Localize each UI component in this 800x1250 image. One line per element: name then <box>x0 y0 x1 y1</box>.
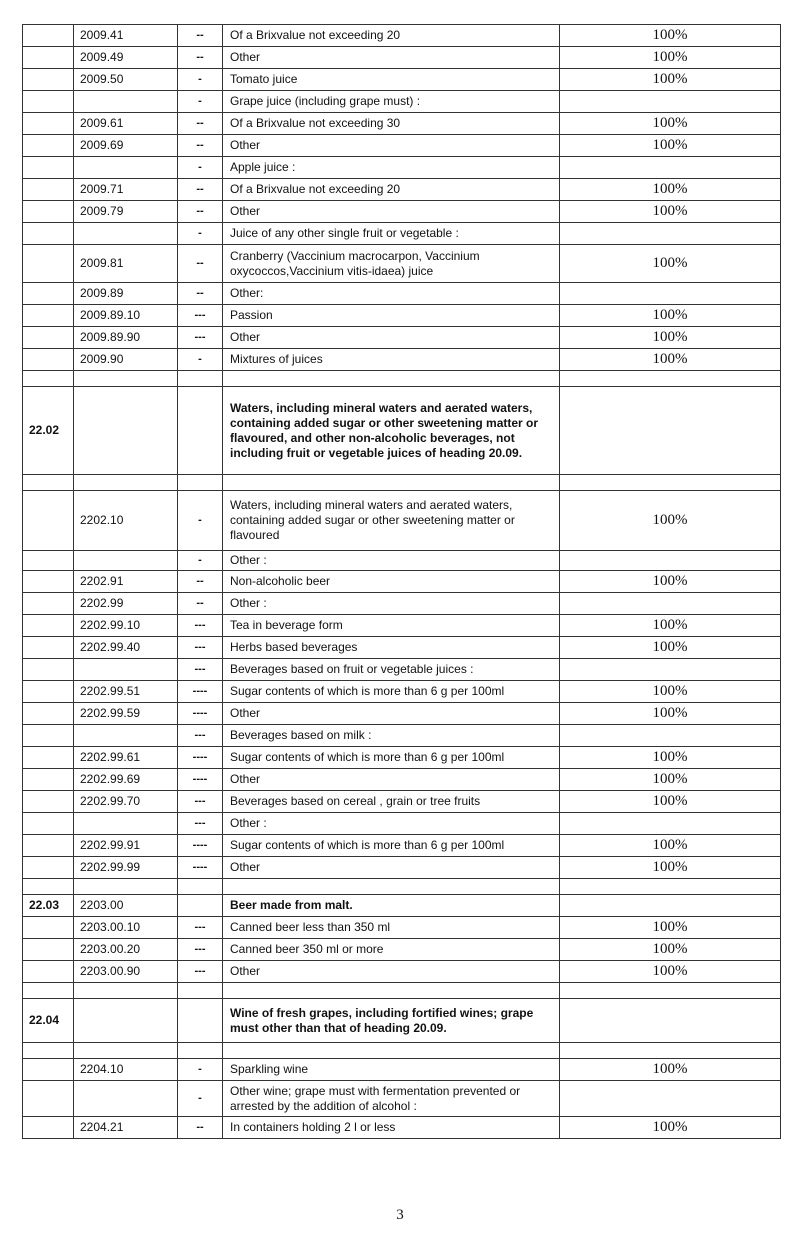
heading-number-cell <box>23 681 74 703</box>
item-description-cell: Sugar contents of which is more than 6 g per 100ml <box>223 747 560 769</box>
table-row <box>23 1081 781 1117</box>
table-row <box>23 895 781 917</box>
item-description-cell: Herbs based beverages <box>223 637 560 659</box>
table-row <box>23 491 781 551</box>
item-description-cell: Tea in beverage form <box>223 615 560 637</box>
item-description-cell: Other: <box>223 283 560 305</box>
duty-rate-cell: 100% <box>560 961 781 983</box>
hs-code-cell: 2203.00 <box>74 895 178 917</box>
duty-rate-cell <box>560 387 781 475</box>
duty-rate-cell: 100% <box>560 681 781 703</box>
table-row <box>23 305 781 327</box>
hs-code-cell <box>74 879 178 895</box>
table-row <box>23 571 781 593</box>
duty-rate-cell <box>560 371 781 387</box>
table-row <box>23 659 781 681</box>
table-row <box>23 637 781 659</box>
table-row <box>23 69 781 91</box>
heading-number-cell <box>23 113 74 135</box>
hs-code-cell: 2202.99.40 <box>74 637 178 659</box>
table-row <box>23 1059 781 1081</box>
hs-code-cell: 2009.50 <box>74 69 178 91</box>
duty-rate-cell: 100% <box>560 245 781 283</box>
item-description-cell: Mixtures of juices <box>223 349 560 371</box>
table-row <box>23 747 781 769</box>
indent-dashes-cell <box>178 387 223 475</box>
hs-code-cell <box>74 157 178 179</box>
table-row <box>23 47 781 69</box>
indent-dashes-cell: - <box>178 157 223 179</box>
duty-rate-cell: 100% <box>560 201 781 223</box>
heading-number-cell: 22.04 <box>23 999 74 1043</box>
duty-rate-cell: 100% <box>560 835 781 857</box>
table-row <box>23 135 781 157</box>
table-row <box>23 813 781 835</box>
heading-number-cell <box>23 659 74 681</box>
heading-number-cell: 22.03 <box>23 895 74 917</box>
item-description-cell: Juice of any other single fruit or vegetable : <box>223 223 560 245</box>
item-description-cell <box>223 879 560 895</box>
duty-rate-cell <box>560 157 781 179</box>
tariff-table <box>22 24 781 1139</box>
duty-rate-cell <box>560 895 781 917</box>
item-description-cell: Other : <box>223 593 560 615</box>
indent-dashes-cell: -- <box>178 245 223 283</box>
indent-dashes-cell: - <box>178 491 223 551</box>
indent-dashes-cell: -- <box>178 571 223 593</box>
item-description-cell: Tomato juice <box>223 69 560 91</box>
hs-code-cell: 2009.61 <box>74 113 178 135</box>
table-row <box>23 551 781 571</box>
table-row <box>23 769 781 791</box>
duty-rate-cell <box>560 551 781 571</box>
indent-dashes-cell: ---- <box>178 857 223 879</box>
duty-rate-cell <box>560 659 781 681</box>
indent-dashes-cell <box>178 983 223 999</box>
indent-dashes-cell: --- <box>178 659 223 681</box>
duty-rate-cell <box>560 983 781 999</box>
hs-code-cell <box>74 387 178 475</box>
item-description-cell: Other <box>223 769 560 791</box>
indent-dashes-cell: --- <box>178 939 223 961</box>
table-row <box>23 1117 781 1139</box>
heading-number-cell <box>23 813 74 835</box>
heading-number-cell <box>23 135 74 157</box>
table-row <box>23 961 781 983</box>
item-description-cell <box>223 475 560 491</box>
indent-dashes-cell: -- <box>178 1117 223 1139</box>
duty-rate-cell <box>560 999 781 1043</box>
heading-number-cell <box>23 615 74 637</box>
duty-rate-cell: 100% <box>560 47 781 69</box>
table-row <box>23 387 781 475</box>
heading-number-cell <box>23 157 74 179</box>
table-row <box>23 201 781 223</box>
item-description-cell: Canned beer 350 ml or more <box>223 939 560 961</box>
hs-code-cell <box>74 983 178 999</box>
spacer-row <box>23 983 781 999</box>
hs-code-cell: 2009.89 <box>74 283 178 305</box>
item-description-cell: Other <box>223 47 560 69</box>
duty-rate-cell <box>560 879 781 895</box>
duty-rate-cell: 100% <box>560 135 781 157</box>
duty-rate-cell <box>560 1043 781 1059</box>
indent-dashes-cell <box>178 879 223 895</box>
heading-number-cell <box>23 371 74 387</box>
indent-dashes-cell: --- <box>178 637 223 659</box>
indent-dashes-cell: --- <box>178 813 223 835</box>
indent-dashes-cell: --- <box>178 791 223 813</box>
item-description-cell <box>223 371 560 387</box>
duty-rate-cell <box>560 223 781 245</box>
table-row <box>23 157 781 179</box>
item-description-cell: Other <box>223 201 560 223</box>
item-description-cell: Wine of fresh grapes, including fortified wines; grape must other than that of heading 20.09. <box>223 999 560 1043</box>
item-description-cell: Apple juice : <box>223 157 560 179</box>
hs-code-cell <box>74 371 178 387</box>
spacer-row <box>23 1043 781 1059</box>
heading-number-cell <box>23 305 74 327</box>
table-row <box>23 327 781 349</box>
hs-code-cell: 2202.99.69 <box>74 769 178 791</box>
heading-number-cell <box>23 25 74 47</box>
hs-code-cell: 2202.99.61 <box>74 747 178 769</box>
indent-dashes-cell: - <box>178 349 223 371</box>
indent-dashes-cell: --- <box>178 615 223 637</box>
duty-rate-cell: 100% <box>560 615 781 637</box>
table-row <box>23 223 781 245</box>
table-row <box>23 681 781 703</box>
hs-code-cell: 2202.99.10 <box>74 615 178 637</box>
table-row <box>23 593 781 615</box>
duty-rate-cell <box>560 593 781 615</box>
indent-dashes-cell: - <box>178 551 223 571</box>
table-row <box>23 917 781 939</box>
hs-code-cell: 2204.21 <box>74 1117 178 1139</box>
table-row <box>23 91 781 113</box>
heading-number-cell <box>23 69 74 91</box>
table-row <box>23 349 781 371</box>
table-row <box>23 939 781 961</box>
indent-dashes-cell: - <box>178 91 223 113</box>
duty-rate-cell <box>560 91 781 113</box>
heading-number-cell <box>23 179 74 201</box>
item-description-cell: Grape juice (including grape must) : <box>223 91 560 113</box>
hs-code-cell: 2203.00.20 <box>74 939 178 961</box>
hs-code-cell: 2202.99.51 <box>74 681 178 703</box>
heading-number-cell: 22.02 <box>23 387 74 475</box>
hs-code-cell <box>74 659 178 681</box>
indent-dashes-cell: - <box>178 1081 223 1117</box>
heading-number-cell <box>23 551 74 571</box>
indent-dashes-cell: - <box>178 1059 223 1081</box>
hs-code-cell: 2009.49 <box>74 47 178 69</box>
hs-code-cell: 2203.00.90 <box>74 961 178 983</box>
item-description-cell: Of a Brixvalue not exceeding 30 <box>223 113 560 135</box>
item-description-cell: Of a Brixvalue not exceeding 20 <box>223 25 560 47</box>
indent-dashes-cell: -- <box>178 201 223 223</box>
table-row <box>23 113 781 135</box>
hs-code-cell: 2009.89.10 <box>74 305 178 327</box>
item-description-cell: Other wine; grape must with fermentation prevented or arrested by the addition of alcohol : <box>223 1081 560 1117</box>
item-description-cell: Sugar contents of which is more than 6 g per 100ml <box>223 681 560 703</box>
table-row <box>23 703 781 725</box>
indent-dashes-cell: ---- <box>178 681 223 703</box>
duty-rate-cell: 100% <box>560 917 781 939</box>
hs-code-cell <box>74 551 178 571</box>
indent-dashes-cell: -- <box>178 593 223 615</box>
indent-dashes-cell <box>178 895 223 917</box>
spacer-row <box>23 371 781 387</box>
heading-number-cell <box>23 1059 74 1081</box>
hs-code-cell: 2009.90 <box>74 349 178 371</box>
hs-code-cell: 2202.99.70 <box>74 791 178 813</box>
indent-dashes-cell: ---- <box>178 703 223 725</box>
indent-dashes-cell: - <box>178 69 223 91</box>
table-row <box>23 615 781 637</box>
table-row <box>23 791 781 813</box>
table-row <box>23 25 781 47</box>
duty-rate-cell: 100% <box>560 637 781 659</box>
indent-dashes-cell: - <box>178 223 223 245</box>
heading-number-cell <box>23 857 74 879</box>
duty-rate-cell: 100% <box>560 69 781 91</box>
hs-code-cell: 2009.79 <box>74 201 178 223</box>
duty-rate-cell <box>560 725 781 747</box>
hs-code-cell: 2009.81 <box>74 245 178 283</box>
table-row <box>23 857 781 879</box>
duty-rate-cell: 100% <box>560 703 781 725</box>
heading-number-cell <box>23 327 74 349</box>
duty-rate-cell: 100% <box>560 305 781 327</box>
table-row <box>23 179 781 201</box>
indent-dashes-cell: --- <box>178 305 223 327</box>
hs-code-cell: 2009.41 <box>74 25 178 47</box>
duty-rate-cell <box>560 475 781 491</box>
indent-dashes-cell: -- <box>178 179 223 201</box>
indent-dashes-cell: --- <box>178 961 223 983</box>
item-description-cell: Sugar contents of which is more than 6 g per 100ml <box>223 835 560 857</box>
indent-dashes-cell: -- <box>178 135 223 157</box>
item-description-cell: Passion <box>223 305 560 327</box>
indent-dashes-cell: -- <box>178 283 223 305</box>
heading-number-cell <box>23 91 74 113</box>
hs-code-cell: 2202.99.99 <box>74 857 178 879</box>
indent-dashes-cell: -- <box>178 47 223 69</box>
duty-rate-cell: 100% <box>560 791 781 813</box>
duty-rate-cell: 100% <box>560 747 781 769</box>
item-description-cell: Other : <box>223 813 560 835</box>
heading-number-cell <box>23 475 74 491</box>
table-row <box>23 245 781 283</box>
duty-rate-cell: 100% <box>560 25 781 47</box>
item-description-cell: Beer made from malt. <box>223 895 560 917</box>
item-description-cell: Other <box>223 857 560 879</box>
indent-dashes-cell: -- <box>178 113 223 135</box>
heading-number-cell <box>23 283 74 305</box>
table-row <box>23 999 781 1043</box>
heading-number-cell <box>23 245 74 283</box>
item-description-cell: Other <box>223 327 560 349</box>
duty-rate-cell <box>560 1081 781 1117</box>
indent-dashes-cell: ---- <box>178 835 223 857</box>
indent-dashes-cell: ---- <box>178 769 223 791</box>
heading-number-cell <box>23 939 74 961</box>
hs-code-cell: 2202.99.59 <box>74 703 178 725</box>
table-row <box>23 725 781 747</box>
hs-code-cell: 2202.91 <box>74 571 178 593</box>
duty-rate-cell: 100% <box>560 327 781 349</box>
item-description-cell: Waters, including mineral waters and aerated waters, containing added sugar or other sweetening matter or flavoured, and other non-alcoholic beverages, not including fruit or vegetable juices of heading 20.09. <box>223 387 560 475</box>
hs-code-cell: 2202.99.91 <box>74 835 178 857</box>
duty-rate-cell: 100% <box>560 857 781 879</box>
heading-number-cell <box>23 593 74 615</box>
duty-rate-cell: 100% <box>560 113 781 135</box>
item-description-cell: Canned beer less than 350 ml <box>223 917 560 939</box>
indent-dashes-cell: --- <box>178 327 223 349</box>
duty-rate-cell: 100% <box>560 1117 781 1139</box>
heading-number-cell <box>23 349 74 371</box>
duty-rate-cell: 100% <box>560 179 781 201</box>
item-description-cell: Sparkling wine <box>223 1059 560 1081</box>
heading-number-cell <box>23 983 74 999</box>
duty-rate-cell: 100% <box>560 939 781 961</box>
heading-number-cell <box>23 571 74 593</box>
hs-code-cell: 2009.71 <box>74 179 178 201</box>
duty-rate-cell: 100% <box>560 1059 781 1081</box>
item-description-cell <box>223 983 560 999</box>
indent-dashes-cell <box>178 1043 223 1059</box>
item-description-cell: Non-alcoholic beer <box>223 571 560 593</box>
table-row <box>23 283 781 305</box>
duty-rate-cell <box>560 283 781 305</box>
hs-code-cell <box>74 813 178 835</box>
item-description-cell: Waters, including mineral waters and aerated waters, containing added sugar or other sweetening matter or flavoured <box>223 491 560 551</box>
heading-number-cell <box>23 47 74 69</box>
hs-code-cell <box>74 91 178 113</box>
hs-code-cell: 2204.10 <box>74 1059 178 1081</box>
indent-dashes-cell: --- <box>178 917 223 939</box>
indent-dashes-cell <box>178 475 223 491</box>
heading-number-cell <box>23 223 74 245</box>
item-description-cell: Beverages based on milk : <box>223 725 560 747</box>
indent-dashes-cell: ---- <box>178 747 223 769</box>
hs-code-cell <box>74 223 178 245</box>
item-description-cell: Cranberry (Vaccinium macrocarpon, Vaccinium oxycoccos,Vaccinium vitis-idaea) juice <box>223 245 560 283</box>
indent-dashes-cell: -- <box>178 25 223 47</box>
table-row <box>23 835 781 857</box>
duty-rate-cell: 100% <box>560 571 781 593</box>
heading-number-cell <box>23 835 74 857</box>
item-description-cell: Other : <box>223 551 560 571</box>
item-description-cell <box>223 1043 560 1059</box>
heading-number-cell <box>23 769 74 791</box>
hs-code-cell: 2009.89.90 <box>74 327 178 349</box>
hs-code-cell: 2202.10 <box>74 491 178 551</box>
heading-number-cell <box>23 961 74 983</box>
hs-code-cell: 2009.69 <box>74 135 178 157</box>
heading-number-cell <box>23 1081 74 1117</box>
heading-number-cell <box>23 917 74 939</box>
tariff-table-body <box>23 25 781 1139</box>
hs-code-cell <box>74 725 178 747</box>
indent-dashes-cell: --- <box>178 725 223 747</box>
duty-rate-cell: 100% <box>560 491 781 551</box>
heading-number-cell <box>23 703 74 725</box>
heading-number-cell <box>23 1043 74 1059</box>
duty-rate-cell <box>560 813 781 835</box>
page-number: 3 <box>396 1207 404 1223</box>
heading-number-cell <box>23 491 74 551</box>
heading-number-cell <box>23 879 74 895</box>
heading-number-cell <box>23 791 74 813</box>
item-description-cell: In containers holding 2 l or less <box>223 1117 560 1139</box>
spacer-row <box>23 475 781 491</box>
duty-rate-cell: 100% <box>560 769 781 791</box>
item-description-cell: Other <box>223 703 560 725</box>
hs-code-cell: 2203.00.10 <box>74 917 178 939</box>
indent-dashes-cell <box>178 999 223 1043</box>
heading-number-cell <box>23 201 74 223</box>
heading-number-cell <box>23 725 74 747</box>
indent-dashes-cell <box>178 371 223 387</box>
heading-number-cell <box>23 747 74 769</box>
hs-code-cell <box>74 1081 178 1117</box>
hs-code-cell <box>74 1043 178 1059</box>
item-description-cell: Other <box>223 135 560 157</box>
spacer-row <box>23 879 781 895</box>
item-description-cell: Other <box>223 961 560 983</box>
hs-code-cell <box>74 475 178 491</box>
item-description-cell: Of a Brixvalue not exceeding 20 <box>223 179 560 201</box>
item-description-cell: Beverages based on cereal , grain or tree fruits <box>223 791 560 813</box>
heading-number-cell <box>23 1117 74 1139</box>
item-description-cell: Beverages based on fruit or vegetable juices : <box>223 659 560 681</box>
heading-number-cell <box>23 637 74 659</box>
duty-rate-cell: 100% <box>560 349 781 371</box>
hs-code-cell <box>74 999 178 1043</box>
hs-code-cell: 2202.99 <box>74 593 178 615</box>
